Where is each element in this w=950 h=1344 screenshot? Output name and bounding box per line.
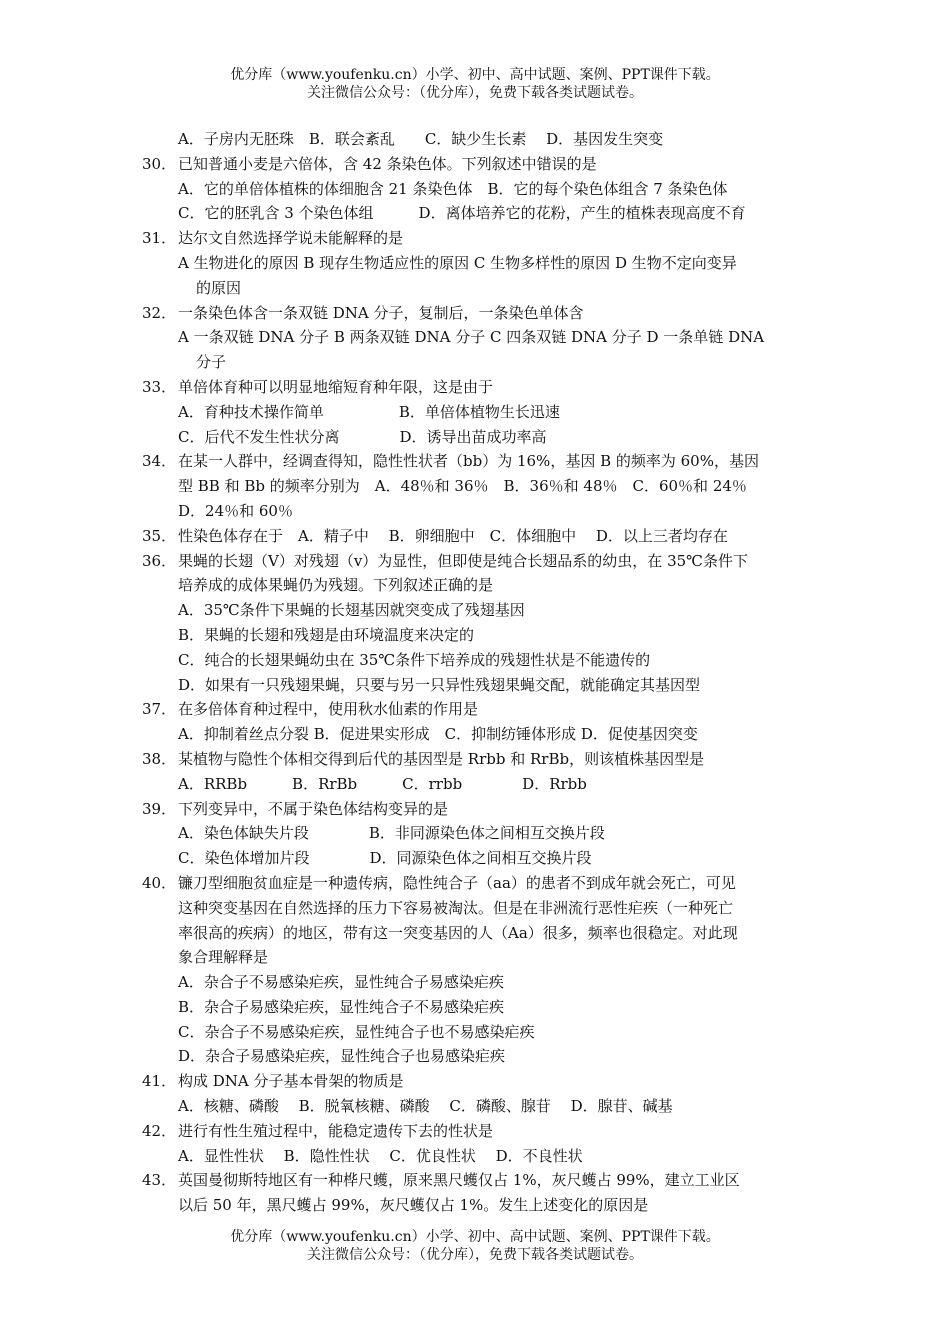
footer-line-2: 关注微信公众号：（优分库），免费下载各类试题试卷。	[307, 1247, 643, 1263]
text-continuation: 以后 50 年，黑尺蠖占 99%，灰尺蠖仅占 1%。发生上述变化的原因是	[178, 1196, 649, 1215]
text-continuation: 培养成的成体果蝇仍为残翅。下列叙述正确的是	[178, 576, 494, 595]
question-number: 30．	[142, 154, 177, 173]
question-stem	[142, 524, 810, 549]
answer-options: A．核糖、磷酸 B．脱氧核糖、磷酸 C．磷酸、腺苷 D．腺苷、碱基	[178, 1097, 673, 1116]
text-continuation: 这种突变基因在自然选择的压力下容易被淘汰。但是在非洲流行恶性疟疾（一种死亡	[178, 898, 734, 917]
answer-options: C．杂合子不易感染疟疾，显性纯合子也不易感染疟疾	[178, 1022, 535, 1041]
answer-options: A．显性性状 B．隐性性状 C．优良性状 D．不良性状	[178, 1146, 583, 1165]
question-stem	[142, 747, 810, 772]
question-text: 在某一人群中，经调查得知，隐性性状者（bb）为 16%，基因 B 的频率为 60%，基因	[178, 452, 759, 471]
footer-line-1: 优分库（www.youfenku.cn）小学、初中、高中试题、案例、PPT课件下载。	[230, 1229, 720, 1245]
page-footer	[0, 1228, 950, 1264]
question-number: 32．	[142, 303, 177, 322]
answer-options: B．果蝇的长翅和残翅是由环境温度来决定的	[178, 625, 475, 644]
question-stem	[142, 697, 810, 722]
question-stem	[142, 1069, 810, 1094]
question-number: 43．	[142, 1171, 177, 1190]
answer-options: D．杂合子易感染疟疾，显性纯合子也易感染疟疾	[178, 1047, 506, 1066]
question-content	[142, 127, 810, 1218]
question-text: 下列变异中，不属于染色体结构变异的是	[178, 799, 449, 818]
question-text: 达尔文自然选择学说未能解释的是	[178, 229, 404, 248]
question-text: 性染色体存在于 A．精子中 B．卵细胞中 C．体细胞中 D．以上三者均存在	[178, 526, 728, 545]
answer-options: A．子房内无胚珠 B．联会紊乱 C．缺少生长素 D．基因发生突变	[178, 130, 664, 148]
question-text: 一条染色体含一条双链 DNA 分子，复制后，一条染色单体含	[178, 303, 584, 322]
text-continuation: 的原因	[196, 278, 242, 297]
answer-options: A．35℃条件下果蝇的长翅基因就突变成了残翅基因	[178, 601, 525, 620]
question-stem	[142, 152, 810, 177]
answer-options: A．它的单倍体植株的体细胞含 21 条染色体 B．它的每个染色体组含 7 条染色体	[178, 179, 728, 198]
question-number: 37．	[142, 700, 177, 719]
question-stem	[142, 797, 810, 822]
question-text: 某植物与隐性个体相交得到后代的基因型是 Rrbb 和 RrBb，则该植株基因型是	[178, 749, 705, 768]
question-number: 41．	[142, 1072, 177, 1091]
question-stem	[142, 375, 810, 400]
question-number: 36．	[142, 551, 177, 570]
question-number: 33．	[142, 377, 177, 396]
question-number: 34．	[142, 452, 177, 471]
question-stem	[142, 449, 810, 474]
question-number: 39．	[142, 799, 177, 818]
text-continuation: 分子	[196, 353, 227, 372]
question-text: 进行有性生殖过程中，能稳定遗传下去的性状是	[178, 1121, 494, 1140]
question-number: 31．	[142, 229, 177, 248]
answer-options: C．纯合的长翅果蝇幼虫在 35℃条件下培养成的残翅性状是不能遗传的	[178, 650, 651, 669]
question-stem	[142, 1168, 810, 1193]
question-stem	[142, 226, 810, 251]
answer-options: D．如果有一只残翅果蝇，只要与另一只异性残翅果蝇交配，就能确定其基因型	[178, 675, 701, 694]
answer-options: B．杂合子易感染疟疾，显性纯合子不易感染疟疾	[178, 997, 505, 1016]
question-number: 38．	[142, 749, 177, 768]
answer-options: A．杂合子不易感染疟疾，显性纯合子易感染疟疾	[178, 973, 504, 992]
question-text: 果蝇的长翅（V）对残翅（v）为显性，但即使是纯合长翅品系的幼虫，在 35℃条件下	[178, 551, 748, 570]
question-text: 镰刀型细胞贫血症是一种遗传病，隐性纯合子（aa）的患者不到成年就会死亡，可见	[178, 873, 736, 892]
text-continuation: 率很高的疾病）的地区，带有这一突变基因的人（Aa）很多，频率也很稳定。对此现	[178, 923, 738, 942]
question-text: 构成 DNA 分子基本骨架的物质是	[178, 1072, 404, 1091]
page-header	[0, 66, 950, 102]
text-continuation: D．24％和 60％	[178, 501, 293, 520]
question-number: 40．	[142, 873, 177, 892]
question-text: 在多倍体育种过程中，使用秋水仙素的作用是	[178, 700, 479, 719]
answer-options: C．染色体增加片段 D．同源染色体之间相互交换片段	[178, 849, 592, 868]
answer-options: C．它的胚乳含 3 个染色体组 D．离体培养它的花粉，产生的植株表现高度不育	[178, 204, 746, 223]
answer-options: A．染色体缺失片段 B．非同源染色体之间相互交换片段	[178, 824, 605, 843]
question-number: 42．	[142, 1121, 177, 1140]
question-text: 单倍体育种可以明显地缩短育种年限，这是由于	[178, 377, 494, 396]
answer-options: A．抑制着丝点分裂 B．促进果实形成 C．抑制纺锤体形成 D．促使基因突变	[178, 725, 698, 744]
question-text: 英国曼彻斯特地区有一种桦尺蠖，原来黑尺蠖仅占 1%，灰尺蠖占 99%，建立工业区	[178, 1171, 740, 1190]
header-line-2: 关注微信公众号：（优分库），免费下载各类试题试卷。	[307, 85, 643, 101]
answer-options: C．后代不发生性状分离 D．诱导出苗成功率高	[178, 427, 547, 446]
question-number: 35．	[142, 526, 177, 545]
text-continuation: 象合理解释是	[178, 948, 269, 967]
answer-options: A．育种技术操作简单 B．单倍体植物生长迅速	[178, 402, 560, 421]
question-stem	[142, 301, 810, 326]
question-stem	[142, 871, 810, 896]
text-continuation: 型 BB 和 Bb 的频率分别为 A．48％和 36％ B．36％和 48％ C．60％和 24％	[178, 477, 747, 496]
question-stem	[142, 549, 810, 574]
question-text: 已知普通小麦是六倍体，含 42 条染色体。下列叙述中错误的是	[178, 154, 597, 173]
question-stem	[142, 1119, 810, 1144]
answer-options: A．RRBb B．RrBb C．rrbb D．Rrbb	[178, 774, 587, 793]
header-line-1: 优分库（www.youfenku.cn）小学、初中、高中试题、案例、PPT课件下载。	[230, 67, 720, 83]
answer-options: A 生物进化的原因 B 现存生物适应性的原因 C 生物多样性的原因 D 生物不定向变异	[178, 253, 737, 272]
answer-options: A 一条双链 DNA 分子 B 两条双链 DNA 分子 C 四条双链 DNA 分子 D 一条单链 DNA	[178, 328, 765, 347]
